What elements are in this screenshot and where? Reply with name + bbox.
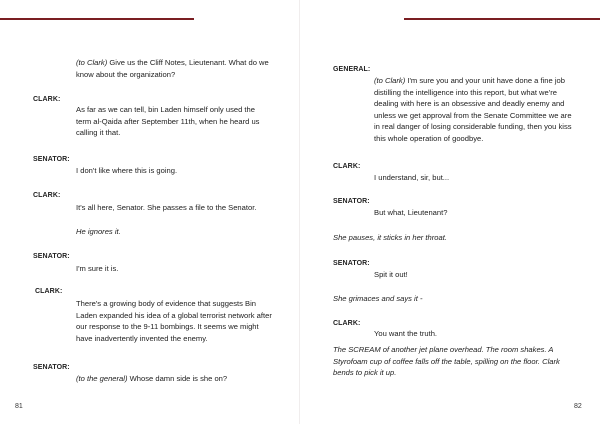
dialogue-text: I'm sure it is. [76,264,119,273]
parenthetical: (to Clark) [76,58,108,67]
dialogue-text: I'm sure you and your unit have done a fine job distilling the intelligence into this report, but what we're dealing with here is an obsessive and deadly enemy and unless we get approval from the Senate Committee we are in real danger of losing considerable funding, then you kiss this whole operation of goodbye. [374,76,572,143]
page-number: 82 [574,403,582,410]
speaker-general: GENERAL: [333,66,371,73]
action-line: She grimaces and says it - [333,294,423,303]
dialogue-block [374,75,574,145]
dialogue-text: I don't like where this is going. [76,166,178,175]
action-line: The SCREAM of another jet plane overhead. The room shakes. A Styrofoam cup of coffee falls off the table, spilling on the floor. Clark bends to pick it up. [333,345,560,378]
dialogue-text: Whose damn side is she on? [127,374,228,383]
dialogue-block [76,373,286,385]
speaker-senator: SENATOR: [33,156,70,163]
speaker-clark: CLARK: [33,96,61,103]
speaker-senator: SENATOR: [33,253,70,260]
dialogue-text: Spit it out! [374,270,408,279]
dialogue-text: I understand, sir, but... [374,173,450,182]
action-line: She pauses, it sticks in her throat. [333,233,447,242]
dialogue-text: As far as we can tell, bin Laden himself only used the term al-Qaida after September 11th, when he heard us calling it that. [76,105,260,138]
page-number: 81 [15,403,23,410]
speaker-senator: SENATOR: [333,198,370,205]
dialogue-text: There's a growing body of evidence that suggests Bin Laden expanded his idea of a global terrorist network after our response to the 9-11 bombings. It seems we might have inadvertently invented the enemy. [76,299,272,343]
dialogue-text: But what, Lieutenant? [374,208,448,217]
action-line: He ignores it. [76,227,121,236]
parenthetical: (to the general) [76,374,128,383]
dialogue-text: You want the truth. [374,329,438,338]
dialogue-text: Give us the Cliff Notes, Lieutenant. What do we know about the organization? [76,58,269,79]
speaker-clark: CLARK: [35,288,63,295]
right-page [300,0,600,424]
dialogue-block [76,57,276,80]
speaker-senator: SENATOR: [33,364,70,371]
speaker-clark: CLARK: [33,192,61,199]
dialogue-text: It's all here, Senator. She passes a file to the Senator. [76,203,257,212]
speaker-clark: CLARK: [333,320,361,327]
speaker-senator: SENATOR: [333,260,370,267]
speaker-clark: CLARK: [333,163,361,170]
parenthetical: (to Clark) [374,76,406,85]
